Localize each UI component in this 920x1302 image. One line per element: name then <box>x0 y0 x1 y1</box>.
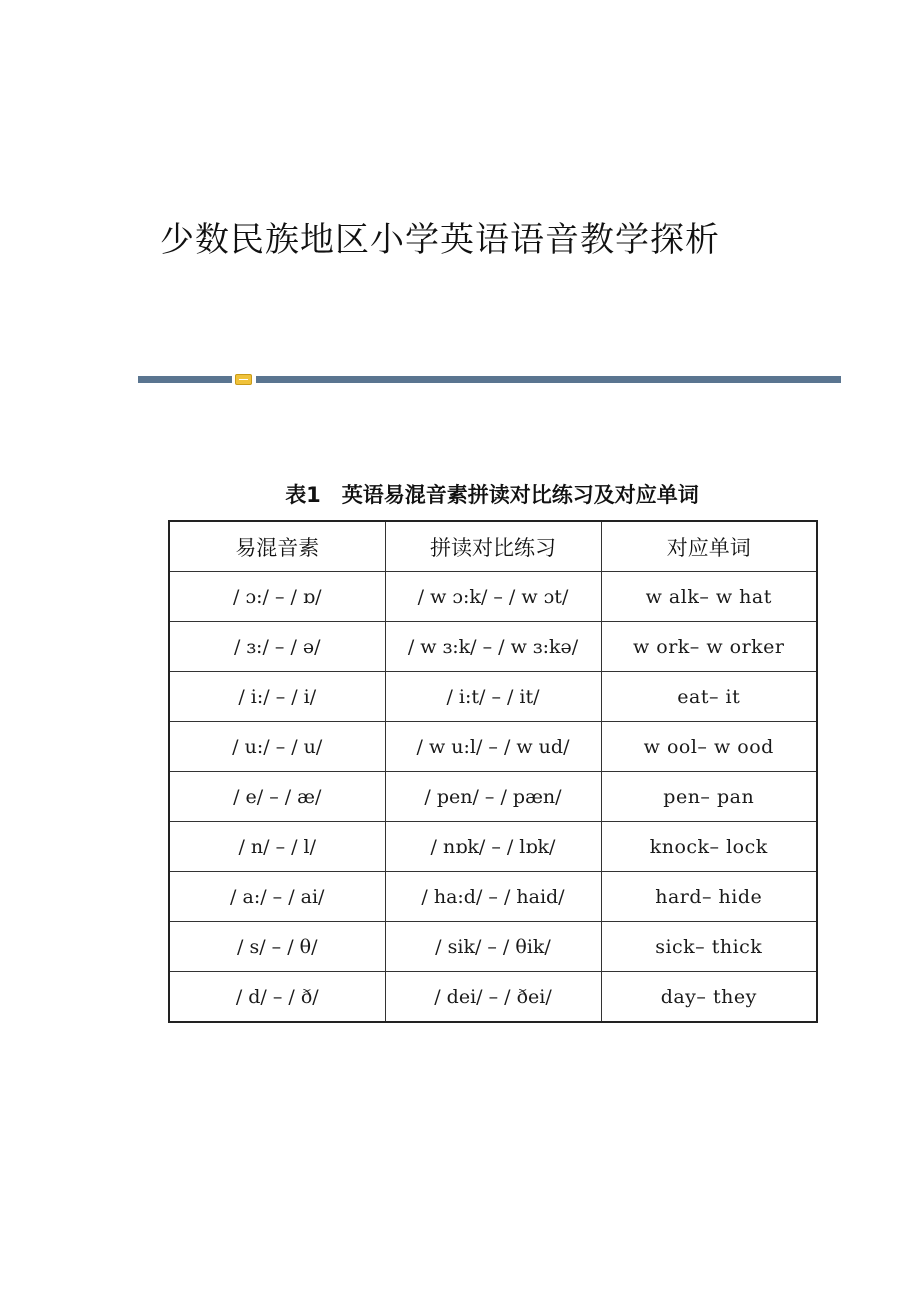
divider-badge-icon <box>235 374 252 385</box>
cell-practice: / dei/ – / ðei/ <box>385 972 601 1023</box>
divider-bar-right <box>256 376 841 383</box>
cell-practice: / sik/ – / θik/ <box>385 922 601 972</box>
cell-phonemes: / d/ – / ð/ <box>169 972 385 1023</box>
cell-phonemes: / s/ – / θ/ <box>169 922 385 972</box>
cell-phonemes: / ɜ:/ – / ə/ <box>169 622 385 672</box>
table-row <box>169 722 817 772</box>
cell-phonemes: / i:/ – / i/ <box>169 672 385 722</box>
table-row <box>169 622 817 672</box>
cell-practice: / w u:l/ – / w ud/ <box>385 722 601 772</box>
cell-practice: / w ɜ:k/ – / w ɜ:kə/ <box>385 622 601 672</box>
header-corresponding-words: 对应单词 <box>601 521 817 572</box>
cell-words: sick– thick <box>601 922 817 972</box>
cell-phonemes: / a:/ – / ai/ <box>169 872 385 922</box>
table-row <box>169 572 817 622</box>
table-row <box>169 672 817 722</box>
table-row <box>169 922 817 972</box>
cell-phonemes: / ɔ:/ – / ɒ/ <box>169 572 385 622</box>
header-confusable-phonemes: 易混音素 <box>169 521 385 572</box>
cell-phonemes: / e/ – / æ/ <box>169 772 385 822</box>
table-caption: 表1 英语易混音素拼读对比练习及对应单词 <box>285 483 699 507</box>
cell-words: w ool– w ood <box>601 722 817 772</box>
table-row <box>169 972 817 1023</box>
cell-words: hard– hide <box>601 872 817 922</box>
cell-words: pen– pan <box>601 772 817 822</box>
phoneme-comparison-table <box>168 520 818 1023</box>
cell-practice: / ha:d/ – / haid/ <box>385 872 601 922</box>
cell-practice: / w ɔ:k/ – / w ɔt/ <box>385 572 601 622</box>
phoneme-table-container <box>168 520 816 1018</box>
document-title: 少数民族地区小学英语语音教学探析 <box>160 220 720 260</box>
header-spelling-practice: 拼读对比练习 <box>385 521 601 572</box>
cell-words: knock– lock <box>601 822 817 872</box>
divider-bar-left <box>138 376 232 383</box>
cell-practice: / i:t/ – / it/ <box>385 672 601 722</box>
table-row <box>169 872 817 922</box>
cell-words: day– they <box>601 972 817 1023</box>
section-divider <box>138 374 841 384</box>
table-row <box>169 772 817 822</box>
cell-phonemes: / n/ – / l/ <box>169 822 385 872</box>
cell-practice: / nɒk/ – / lɒk/ <box>385 822 601 872</box>
cell-words: w alk– w hat <box>601 572 817 622</box>
cell-practice: / pen/ – / pæn/ <box>385 772 601 822</box>
cell-words: eat– it <box>601 672 817 722</box>
cell-words: w ork– w orker <box>601 622 817 672</box>
cell-phonemes: / u:/ – / u/ <box>169 722 385 772</box>
table-header-row <box>169 521 817 572</box>
table-row <box>169 822 817 872</box>
